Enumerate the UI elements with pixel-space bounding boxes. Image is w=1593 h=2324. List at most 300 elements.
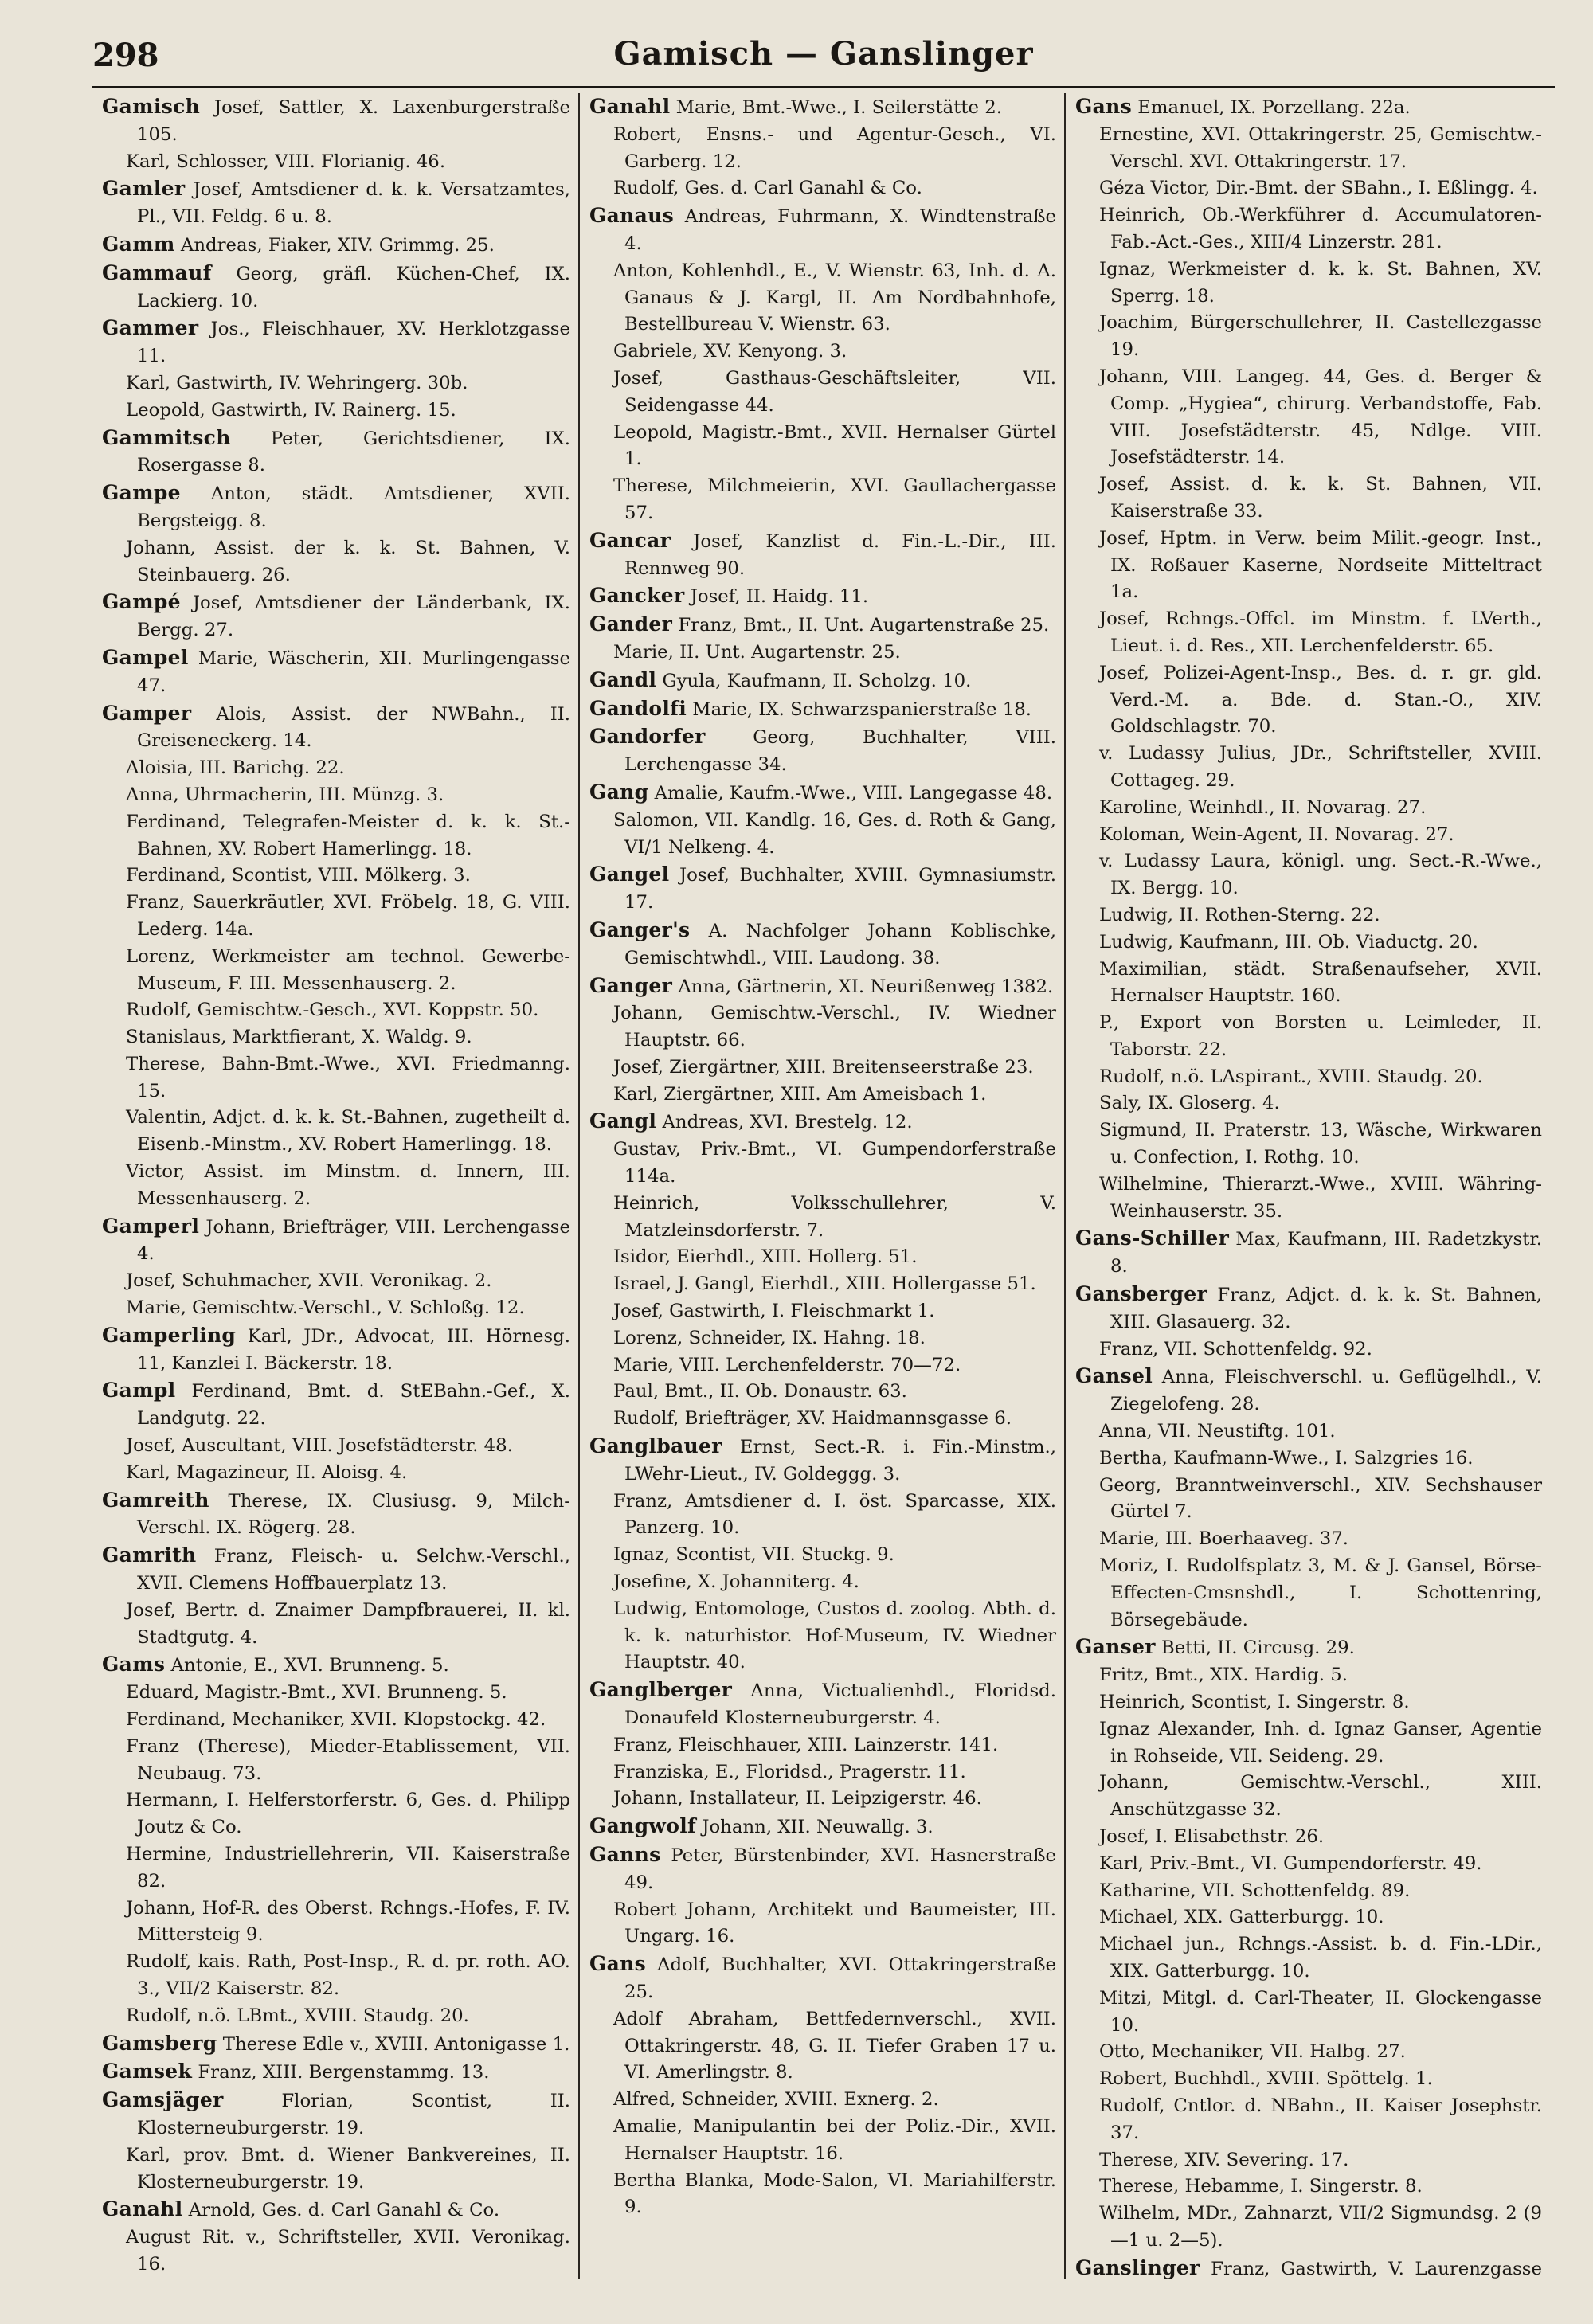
directory-subentry [589,1759,1056,1786]
entry-text: Georg, Branntweinverschl., XIV. Sechshauser Gürtel 7. [1099,1474,1542,1523]
directory-subentry [1075,606,1542,660]
entry-surname: Gandorfer [589,725,706,749]
directory-subentry [589,640,1056,667]
directory-entry [1075,1633,1542,1662]
directory-entry [102,589,570,644]
entry-text: Moriz, I. Rudolfsplatz 3, M. & J. Gansel, Börse-Effecten-Cmsnshdl., I. Schottenring, Börsegebäude. [1099,1555,1542,1630]
entry-surname: Gamperl [102,1214,200,1238]
entry-text: Anna, Victualienhdl., Floridsd. Donaufeld Klosterneuburgerstr. 4. [624,1680,1056,1729]
ditto-dash [102,944,126,971]
entry-text: Andreas, Fuhrmann, X. Windtenstraße 4. [624,206,1056,254]
entry-text: Marie, Gemischtw.-Verschl., V. Schloßg. 12. [126,1297,525,1319]
directory-subentry [102,944,570,998]
directory-subentry [589,2114,1056,2168]
directory-subentry [589,2087,1056,2114]
ditto-dash [102,2224,126,2252]
entry-surname: Gamsjäger [102,2088,224,2112]
entry-text: Ferdinand, Scontist, VIII. Mölkerg. 3. [126,865,471,886]
ditto-dash [1075,1473,1099,1500]
directory-subentry [102,2224,570,2279]
directory-subentry [1075,526,1542,606]
entry-text: Josef, Assist. d. k. k. St. Bahnen, VII. Kaiserstraße 33. [1099,474,1542,522]
ditto-dash [589,1000,613,1027]
ditto-dash [1075,122,1099,149]
directory-subentry [1075,1662,1542,1689]
entry-text: Georg, Buchhalter, VIII. Lerchengasse 34. [624,727,1056,776]
directory-subentry [1075,1064,1542,1091]
entry-surname: Gandl [589,667,657,691]
ditto-dash [1075,202,1099,229]
entry-text: Lorenz, Werkmeister am technol. Gewerbe-Museum, F. III. Messenhauserg. 2. [126,945,570,994]
directory-subentry [589,808,1056,862]
directory-subentry [1075,2201,1542,2255]
entry-surname: Ganglberger [589,1678,733,1702]
ditto-dash [589,1325,613,1352]
ditto-dash [102,1896,126,1923]
ditto-dash [102,809,126,836]
directory-subentry [589,1191,1056,1245]
entry-text: Gyula, Kaufmann, II. Scholzg. 10. [662,670,972,691]
directory-subentry [589,1786,1056,1813]
entry-text: A. Nachfolger Johann Koblischke, Gemischtwhdl., VIII. Laudong. 38. [624,920,1056,968]
entry-surname: Gammer [102,316,199,340]
entry-surname: Gamisch [102,95,201,118]
ditto-dash [102,1105,126,1132]
ditto-dash [589,2168,613,2195]
ditto-dash [589,1542,613,1569]
entry-text: Josef, Amtsdiener d. k. k. Versatzamtes, Pl., VII. Feldg. 6 u. 8. [137,179,570,228]
ditto-dash [589,1569,613,1596]
ditto-dash [1075,1553,1099,1580]
entry-text: Marie, VIII. Lerchenfelderstr. 70—72. [613,1354,961,1375]
directory-entry [102,1377,570,1433]
entry-text: Rudolf, kais. Rath, Post-Insp., R. d. pr. roth. AO. 3., VII/2 Kaiserstr. 82. [126,1951,570,1999]
ditto-dash [589,1191,613,1218]
entry-text: Michael jun., Rchngs.-Assist. b. d. Fin.-LDir., XIX. Gatterburgg. 10. [1099,1934,1542,1982]
ditto-dash [1075,1904,1099,1931]
ditto-dash [102,863,126,890]
directory-subentry [1075,2173,1542,2201]
ditto-dash [589,1897,613,1924]
entry-text: Arnold, Ges. d. Carl Ganahl & Co. [188,2200,500,2221]
entry-surname: Gamm [102,232,175,256]
entry-text: Adolf Abraham, Bettfedernverschl., XVII. Ottakringerstr. 48, G. II. Tiefer Graben 17 u. VI. Amerlingstr. 8. [613,2008,1056,2083]
directory-subentry [102,1949,570,2003]
entry-text: Josef, Kanzlist d. Fin.-L.-Dir., III. Rennweg 90. [624,530,1056,579]
directory-subentry [1075,2147,1542,2174]
entry-text: Marie, III. Boerhaaveg. 37. [1099,1528,1349,1550]
directory-subentry [1075,310,1542,364]
entry-surname: Gampel [102,645,189,669]
ditto-dash [1075,1770,1099,1797]
entry-text: Johann, Briefträger, VIII. Lerchengasse 4. [137,1216,570,1265]
entry-surname: Ganahl [589,95,671,118]
entry-text: Karoline, Weinhdl., II. Novarag. 27. [1099,796,1427,818]
directory-subentry [102,782,570,809]
directory-subentry [1075,1986,1542,2040]
directory-subentry [1075,1931,1542,1986]
ditto-dash [1075,929,1099,957]
directory-subentry [102,1598,570,1652]
entry-text: Robert, Buchhdl., XVIII. Spöttelg. 1. [1099,2068,1433,2090]
directory-subentry [589,1298,1056,1325]
directory-entry [589,861,1056,917]
entry-text: Ferdinand, Telegrafen-Meister d. k. k. St.-Bahnen, XV. Robert Hamerlingg. 18. [126,811,570,859]
directory-entry [1075,1225,1542,1281]
directory-subentry [1075,1172,1542,1226]
ditto-dash [589,1489,613,1516]
entry-text: Peter, Bürstenbinder, XVI. Hasnerstraße 49. [624,1845,1057,1893]
entry-surname: Gammitsch [102,425,231,449]
ditto-dash [1075,1662,1099,1689]
directory-subentry [1075,1418,1542,1446]
directory-subentry [589,420,1056,474]
entry-text: Salomon, VII. Kandlg. 16, Ges. d. Roth & Gang, VI/1 Nelkeng. 4. [613,809,1056,858]
directory-entry [102,425,570,480]
entry-text: Victor, Assist. im Minstm. d. Innern, III. Messenhauserg. 2. [126,1161,570,1209]
directory-subentry [1075,902,1542,929]
directory-entry [589,667,1056,695]
directory-entry [102,231,570,260]
directory-entry [102,479,570,535]
entry-surname: Ganger's [589,917,691,941]
entry-text: Anna, VII. Neustiftg. 101. [1099,1421,1336,1442]
directory-subentry [102,809,570,863]
directory-subentry [589,1325,1056,1352]
entry-text: v. Ludassy Laura, königl. ung. Sect.-R.-Wwe., IX. Bergg. 10. [1099,851,1542,899]
ditto-dash [589,420,613,447]
ditto-dash [589,1596,613,1623]
entry-text: Anna, Fleischverschl. u. Geflügelhdl., V. Ziegelofeng. 28. [1110,1367,1542,1415]
ditto-dash [1075,795,1099,822]
entry-text: Anton, städt. Amtsdiener, XVII. Bergsteigg. 8. [137,483,570,531]
directory-entry [589,1108,1056,1137]
ditto-dash [102,1460,126,1487]
entry-text: Josef, Schuhmacher, XVII. Veronikag. 2. [126,1270,492,1292]
entry-text: Rudolf, n.ö. LAspirant., XVIII. Staudg. 20. [1099,1066,1483,1087]
ditto-dash [1075,848,1099,875]
directory-columns [92,93,1555,2279]
directory-subentry [102,863,570,890]
directory-entry [102,1487,570,1543]
directory-subentry [102,1841,570,1896]
entry-surname: Ganger [589,973,673,997]
running-head: Gamisch — Ganslinger [613,35,1034,72]
ditto-dash [1075,1689,1099,1716]
ditto-dash [102,890,126,917]
directory-subentry [102,1433,570,1460]
entry-text: Sigmund, II. Praterstr. 13, Wäsche, Wirkwaren u. Confection, I. Rothg. 10. [1099,1120,1542,1168]
directory-subentry [589,1569,1056,1596]
ditto-dash [1075,175,1099,202]
entry-text: Ludwig, Kaufmann, III. Ob. Viaductg. 20. [1099,931,1478,953]
directory-subentry [1075,1553,1542,1633]
directory-subentry [589,2006,1056,2087]
directory-subentry [589,366,1056,420]
ditto-dash [589,122,613,149]
ditto-dash [589,1732,613,1759]
directory-subentry [1075,929,1542,957]
ditto-dash [589,1271,613,1298]
ditto-dash [102,1433,126,1460]
directory-entry [589,202,1056,258]
ditto-dash [1075,2066,1099,2093]
ditto-dash [102,1787,126,1814]
directory-subentry [102,997,570,1024]
directory-subentry [1075,1716,1542,1770]
directory-subentry [1075,1090,1542,1117]
entry-surname: Gamper [102,701,192,725]
directory-subentry [102,1680,570,1707]
directory-subentry [102,1024,570,1051]
ditto-dash [1075,1446,1099,1473]
entry-text: Leopold, Magistr.-Bmt., XVII. Hernalser Gürtel 1. [613,421,1056,470]
directory-entry [589,779,1056,808]
entry-text: Rudolf, Ges. d. Carl Ganahl & Co. [613,178,922,199]
ditto-dash [1075,822,1099,849]
entry-text: Peter, Gerichtsdiener, IX. Rosergasse 8. [137,428,571,476]
entry-text: Therese, IX. Clusiusg. 9, Milch-Verschl. IX. Rögerg. 28. [137,1490,570,1539]
entry-surname: Gansberger [1075,1282,1207,1306]
ditto-dash [589,338,613,366]
entry-text: Anna, Gärtnerin, XI. Neurißenweg 1382. [678,976,1054,997]
entry-surname: Gammauf [102,260,212,284]
entry-text: Josef, II. Haidg. 11. [690,586,869,608]
directory-subentry [589,473,1056,527]
entry-text: Florian, Scontist, II. Klosterneuburgerstr. 19. [137,2091,570,2138]
directory-entry [102,2030,570,2059]
directory-subentry [1075,2039,1542,2066]
directory-subentry [1075,1904,1542,1931]
directory-subentry [589,2168,1056,2222]
entry-text: Josef, Sattler, X. Laxenburgerstraße 105. [137,97,571,145]
ditto-dash [102,1841,126,1868]
entry-text: Franz, Fleisch- u. Selchw.-Verschl., XVII. Clemens Hoffbauerplatz 13. [137,1546,571,1594]
entry-text: Rudolf, Gemischtw.-Gesch., XVI. Koppstr. 50. [126,1000,539,1021]
directory-subentry [1075,122,1542,176]
ditto-dash [589,175,613,202]
entry-text: Betti, II. Circusg. 29. [1161,1637,1355,1659]
entry-text: Therese, XIV. Severing. 17. [1099,2149,1349,2170]
directory-entry [102,260,570,315]
directory-subentry [589,1352,1056,1379]
ditto-dash [1075,1824,1099,1851]
directory-subentry [1075,1824,1542,1851]
ditto-dash [102,1295,126,1322]
directory-entry [102,175,570,231]
directory-entry [102,93,570,149]
directory-subentry [589,1137,1056,1191]
directory-entry [102,315,570,370]
entry-text: Eduard, Magistr.-Bmt., XVI. Brunneng. 5. [126,1682,507,1704]
entry-text: Josef, Rchngs.-Offcl. im Minstm. f. LVerth., Lieut. i. d. Res., XII. Lerchenfelderstr. 65. [1099,608,1542,656]
ditto-dash [1075,471,1099,499]
entry-text: Rudolf, Briefträger, XV. Haidmannsgasse 6. [613,1408,1012,1430]
entry-surname: Gandolfi [589,696,687,720]
entry-text: Karl, prov. Bmt. d. Wiener Bankvereines, II. Klosterneuburgerstr. 19. [126,2144,570,2193]
directory-entry [589,1433,1056,1489]
entry-text: Franz, Bmt., II. Unt. Augartenstraße 25. [678,615,1050,636]
entry-text: Karl, Ziergärtner, XIII. Am Ameisbach 1. [613,1083,987,1105]
ditto-dash [1075,1716,1099,1743]
entry-text: Rudolf, Cntlor. d. NBahn., II. Kaiser Josephstr. 37. [1099,2095,1542,2143]
entry-surname: Gangel [589,863,670,886]
entry-surname: Ganslinger [1075,2256,1200,2279]
entry-text: Robert, Ensns.- und Agentur-Gesch., VI. Garberg. 12. [613,123,1056,172]
entry-text: August Rit. v., Schriftsteller, XVII. Veronikag. 16. [126,2227,570,2275]
ditto-dash [1075,1090,1099,1117]
entry-text: Johann, XII. Neuwallg. 3. [702,1817,933,1838]
entry-surname: Gander [589,612,673,636]
entry-surname: Gamsberg [102,2031,217,2055]
entry-text: Karl, JDr., Advocat, III. Hörnesg. 11, Kanzlei I. Bäckerstr. 18. [137,1325,571,1374]
entry-text: Anna, Uhrmacherin, III. Münzg. 3. [126,784,444,805]
entry-text: Maximilian, städt. Straßenaufseher, XVII. Hernalser Hauptstr. 160. [1099,958,1542,1007]
ditto-dash [102,782,126,809]
entry-text: Stanislaus, Marktfierant, X. Waldg. 9. [126,1027,472,1048]
directory-subentry [1075,1851,1542,1878]
directory-subentry [102,755,570,782]
entry-text: Heinrich, Ob.-Werkführer d. Accumulatoren-Fab.-Act.-Ges., XIII/4 Linzerstr. 281. [1099,205,1542,252]
entry-text: Therese, Bahn-Bmt.-Wwe., XVI. Friedmanng. 15. [126,1053,570,1101]
entry-surname: Gams [102,1653,166,1676]
entry-text: Marie, IX. Schwarzspanierstraße 18. [692,698,1032,720]
directory-entry [102,1322,570,1378]
entry-text: Josef, Polizei-Agent-Insp., Bes. d. r. gr. gld. Verd.-M. a. Bde. d. Stan.-O., XIV. Goldschlagstr. 70. [1099,662,1542,737]
ditto-dash [102,397,126,425]
directory-entry [589,917,1056,972]
ditto-dash [589,2006,613,2033]
entry-text: Josef, Hptm. in Verw. beim Milit.-geogr. Inst., IX. Roßauer Kaserne, Nordseite Mitteltract 1a. [1099,527,1542,603]
directory-entry [102,1651,570,1680]
directory-subentry [1075,1336,1542,1363]
entry-text: Emanuel, IX. Porzellang. 22a. [1137,97,1411,118]
directory-subentry [589,258,1056,338]
directory-entry [589,1813,1056,1841]
directory-subentry [589,122,1056,176]
ditto-dash [102,370,126,397]
entry-text: Franz, Fleischhauer, XIII. Lainzerstr. 141. [613,1734,999,1755]
entry-text: Andreas, XVI. Brestelg. 12. [662,1112,913,1133]
entry-text: Josef, Auscultant, VIII. Josefstädterstr. 48. [126,1435,513,1457]
directory-subentry [102,1896,570,1950]
directory-subentry [1075,2066,1542,2093]
ditto-dash [102,2003,126,2030]
entry-surname: Ganser [1075,1635,1156,1659]
entry-text: Heinrich, Scontist, I. Singerstr. 8. [1099,1692,1410,1713]
entry-text: Georg, gräfl. Küchen-Chef, IX. Lackierg. 10. [137,263,570,311]
entry-text: Ernst, Sect.-R. i. Fin.-Minstm., LWehr-Lieut., IV. Goldeggg. 3. [624,1437,1057,1485]
ditto-dash [102,997,126,1024]
entry-text: Josef, Bertr. d. Znaimer Dampfbrauerei, II. kl. Stadtgutg. 4. [126,1599,570,1648]
ditto-dash [1075,364,1099,391]
ditto-dash [1075,741,1099,768]
entry-text: Josef, Ziergärtner, XIII. Breitenseerstraße 23. [613,1056,1034,1078]
ditto-dash [589,2087,613,2114]
entry-text: Josef, Buchhalter, XVIII. Gymnasiumstr. 17. [624,865,1056,914]
entry-text: Franziska, E., Floridsd., Pragerstr. 11. [613,1761,966,1782]
directory-entry [589,972,1056,1001]
ditto-dash [102,1707,126,1734]
entry-text: Amalie, Kaufm.-Wwe., VIII. Langegasse 48. [654,782,1053,804]
directory-entry [589,93,1056,122]
directory-subentry [1075,1770,1542,1824]
directory-subentry [1075,2093,1542,2147]
ditto-dash [102,1680,126,1707]
ditto-dash [102,1949,126,1976]
ditto-dash [1075,1064,1099,1091]
directory-subentry [589,1596,1056,1676]
entry-text: Karl, Gastwirth, IV. Wehringerg. 30b. [126,372,468,393]
directory-subentry [102,1159,570,1213]
ditto-dash [1075,1851,1099,1878]
entry-text: P., Export von Borsten u. Leimleder, II. Taborstr. 22. [1099,1012,1542,1060]
directory-subentry [1075,256,1542,311]
directory-entry [102,700,570,756]
directory-subentry [102,370,570,397]
entry-text: Gustav, Priv.-Bmt., VI. Gumpendorferstraße 114a. [613,1139,1056,1187]
entry-text: Israel, J. Gangl, Eierhdl., XIII. Hollergasse 51. [613,1274,1036,1295]
ditto-dash [102,2142,126,2169]
directory-entry [102,1542,570,1598]
ditto-dash [1075,1336,1099,1363]
directory-subentry [589,1406,1056,1433]
directory-subentry [102,890,570,944]
entry-text: Ignaz, Werkmeister d. k. k. St. Bahnen, XV. Sperrg. 18. [1099,258,1542,307]
directory-subentry [589,175,1056,202]
directory-subentry [102,1051,570,1105]
entry-text: Marie, Bmt.-Wwe., I. Seilerstätte 2. [675,97,1003,118]
directory-subentry [102,1295,570,1322]
ditto-dash [1075,526,1099,553]
directory-entry [589,1676,1056,1732]
ditto-dash [102,1051,126,1078]
directory-subentry [589,338,1056,366]
ditto-dash [589,1406,613,1433]
directory-entry [102,1213,570,1269]
ditto-dash [589,258,613,285]
entry-text: Karl, Priv.-Bmt., VI. Gumpendorferstr. 49. [1099,1853,1482,1874]
entry-text: Franz, Gastwirth, V. Laurenzgasse [1211,2258,1542,2279]
entry-text: Michael, XIX. Gatterburgg. 10. [1099,1907,1384,1928]
directory-subentry [1075,741,1542,795]
ditto-dash [1075,1010,1099,1037]
ditto-dash [1075,2093,1099,2120]
ditto-dash [1075,1931,1099,1958]
entry-text: Franz, VII. Schottenfeldg. 92. [1099,1338,1372,1360]
entry-surname: Ganaus [589,204,674,228]
ditto-dash [589,1244,613,1271]
entry-surname: Gamreith [102,1488,209,1512]
directory-subentry [102,1734,570,1788]
entry-text: Ludwig, Entomologe, Custos d. zoolog. Abth. d. k. k. naturhistor. Hof-Museum, IV. Wiedner Hauptstr. 40. [613,1598,1056,1673]
entry-text: Alois, Assist. der NWBahn., II. Greiseneckerg. 14. [137,703,570,752]
entry-text: Ignaz, Scontist, VII. Stuckg. 9. [613,1544,894,1566]
entry-text: Isidor, Eierhdl., XIII. Hollerg. 51. [613,1246,918,1268]
entry-text: Josef, Amtsdiener der Länderbank, IX. Bergg. 27. [137,593,570,641]
entry-text: Heinrich, Volksschullehrer, V. Matzleinsdorferstr. 7. [613,1192,1056,1241]
entry-surname: Gamler [102,177,186,201]
ditto-dash [1075,256,1099,284]
directory-subentry [589,1244,1056,1271]
entry-surname: Gancar [589,528,671,552]
directory-entry [1075,1363,1542,1418]
ditto-dash [589,1082,613,1109]
entry-text: Amalie, Manipulantin bei der Poliz.-Dir., XVII. Hernalser Hauptstr. 16. [613,2115,1056,2164]
entry-text: Otto, Mechaniker, VII. Halbg. 27. [1099,2041,1406,2063]
entry-surname: Gamsek [102,2060,193,2083]
directory-subentry [102,1268,570,1295]
